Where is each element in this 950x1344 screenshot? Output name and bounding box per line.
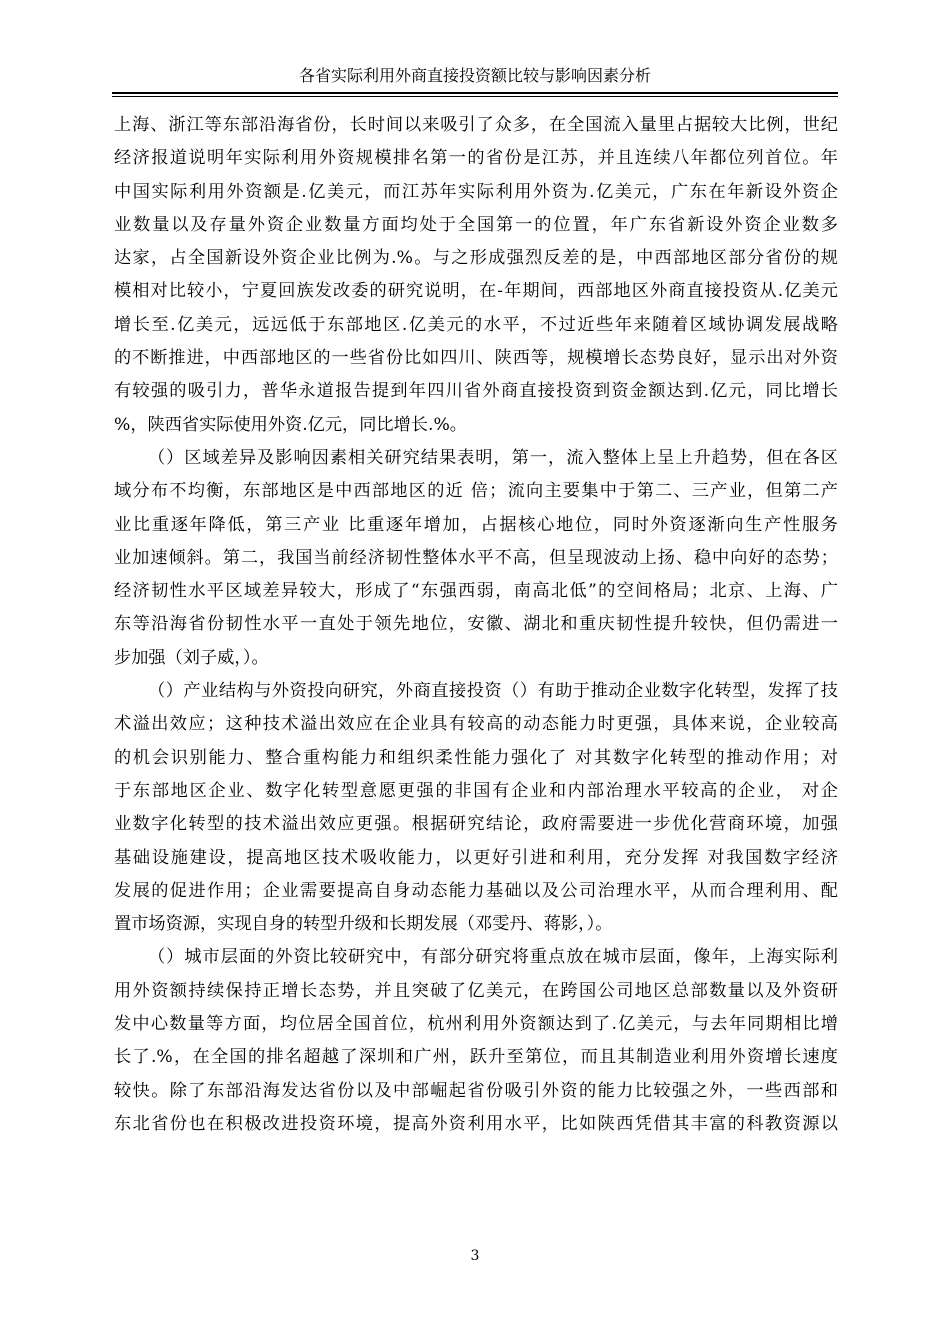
page-number: 3 xyxy=(470,1248,480,1264)
text-line: 增长至.亿美元，远远低于东部地区.亿美元的水平，不过近些年来随着区域协调发展战略 xyxy=(114,314,838,335)
text-line: 发中心数量等方面，均位居全国首位，杭州利用外资额达到了.亿美元，与去年同期相比增 xyxy=(114,1014,838,1035)
page-header-title: 各省实际利用外商直接投资额比较与影响因素分析 xyxy=(298,66,651,85)
text-line: （）产业结构与外资投向研究，外商直接投资（）有助于推动企业数字化转型，发挥了技 xyxy=(148,681,838,702)
text-line: 东北省份也在积极改进投资环境，提高外资利用水平，比如陕西凭借其丰富的科教资源以 xyxy=(114,1113,838,1134)
header-rule-thick xyxy=(112,92,838,94)
text-line: %，陕西省实际使用外资.亿元，同比增长.%。 xyxy=(114,414,467,435)
text-line: 业加速倾斜。第二，我国当前经济韧性整体水平不高，但呈现波动上扬、稳中向好的态势； xyxy=(114,547,838,568)
text-line: 于东部地区企业、数字化转型意愿更强的非国有企业和内部治理水平较高的企业， 对企 xyxy=(114,780,838,801)
body-text xyxy=(114,109,838,1141)
text-line: （）城市层面的外资比较研究中，有部分研究将重点放在城市层面，像年，上海实际利 xyxy=(148,947,838,968)
header-rule-thin xyxy=(112,96,838,97)
text-line: 模相对比较小，宁夏回族发改委的研究说明，在-年期间，西部地区外商直接投资从.亿美元 xyxy=(114,281,838,302)
text-line: 用外资额持续保持正增长态势，并且突破了亿美元，在跨国公司地区总部数量以及外资研 xyxy=(114,980,838,1001)
text-line: 业数量以及存量外资企业数量方面均处于全国第一的位置，年广东省新设外资企业数多 xyxy=(114,214,838,235)
text-line: （）区域差异及影响因素相关研究结果表明，第一，流入整体上呈上升趋势，但在各区 xyxy=(148,447,838,468)
paragraph-3 xyxy=(114,675,838,941)
text-line: 有较强的吸引力，普华永道报告提到年四川省外商直接投资到资金额达到.亿元，同比增长 xyxy=(114,381,838,402)
text-line: 的不断推进，中西部地区的一些省份比如四川、陕西等，规模增长态势良好，显示出对外资 xyxy=(114,348,838,369)
paragraph-2 xyxy=(114,442,838,675)
text-line: 达家，占全国新设外资企业比例为.%。与之形成强烈反差的是，中西部地区部分省份的规 xyxy=(114,248,838,269)
text-line: 业数字化转型的技术溢出效应更强。根据研究结论，政府需要进一步优化营商环境，加强 xyxy=(114,814,838,835)
text-line: 发展的促进作用；企业需要提高自身动态能力基础以及公司治理水平，从而合理利用、配 xyxy=(114,880,838,901)
text-line: 域分布不均衡，东部地区是中西部地区的近 倍；流向主要集中于第二、三产业，但第二产 xyxy=(114,481,838,502)
text-line: 经济报道说明年实际利用外资规模排名第一的省份是江苏，并且连续八年都位列首位。年 xyxy=(114,148,838,169)
text-line: 经济韧性水平区域差异较大，形成了“东强西弱，南高北低”的空间格局；北京、上海、广 xyxy=(114,581,838,602)
paragraph-4 xyxy=(114,941,838,1141)
text-line: 基础设施建设，提高地区技术吸收能力，以更好引进和利用，充分发挥 对我国数字经济 xyxy=(114,847,838,868)
text-line: 中国实际利用外资额是.亿美元，而江苏年实际利用外资为.亿美元，广东在年新设外资企 xyxy=(114,181,838,202)
text-line: 术溢出效应；这种技术溢出效应在企业具有较高的动态能力时更强，具体来说，企业较高 xyxy=(114,714,838,735)
text-line: 东等沿海省份韧性水平一直处于领先地位，安徽、湖北和重庆韧性提升较快，但仍需进一 xyxy=(114,614,838,635)
text-line: 业比重逐年降低，第三产业 比重逐年增加，占据核心地位，同时外资逐渐向生产性服务 xyxy=(114,514,838,535)
text-line: 置市场资源，实现自身的转型升级和长期发展（邓雯丹、蒋影，）。 xyxy=(114,914,613,935)
text-line: 上海、浙江等东部沿海省份，长时间以来吸引了众多，在全国流入量里占据较大比例，世纪 xyxy=(114,115,838,135)
text-line: 长了.%，在全国的排名超越了深圳和广州，跃升至第位，而且其制造业利用外资增长速度 xyxy=(114,1047,838,1068)
text-line: 步加强（刘子威，）。 xyxy=(114,647,269,668)
text-line: 较快。除了东部沿海发达省份以及中部崛起省份吸引外资的能力比较强之外，一些西部和 xyxy=(114,1080,838,1101)
paragraph-1 xyxy=(114,109,838,442)
text-line: 的机会识别能力、整合重构能力和组织柔性能力强化了 对其数字化转型的推动作用；对 xyxy=(114,747,838,768)
